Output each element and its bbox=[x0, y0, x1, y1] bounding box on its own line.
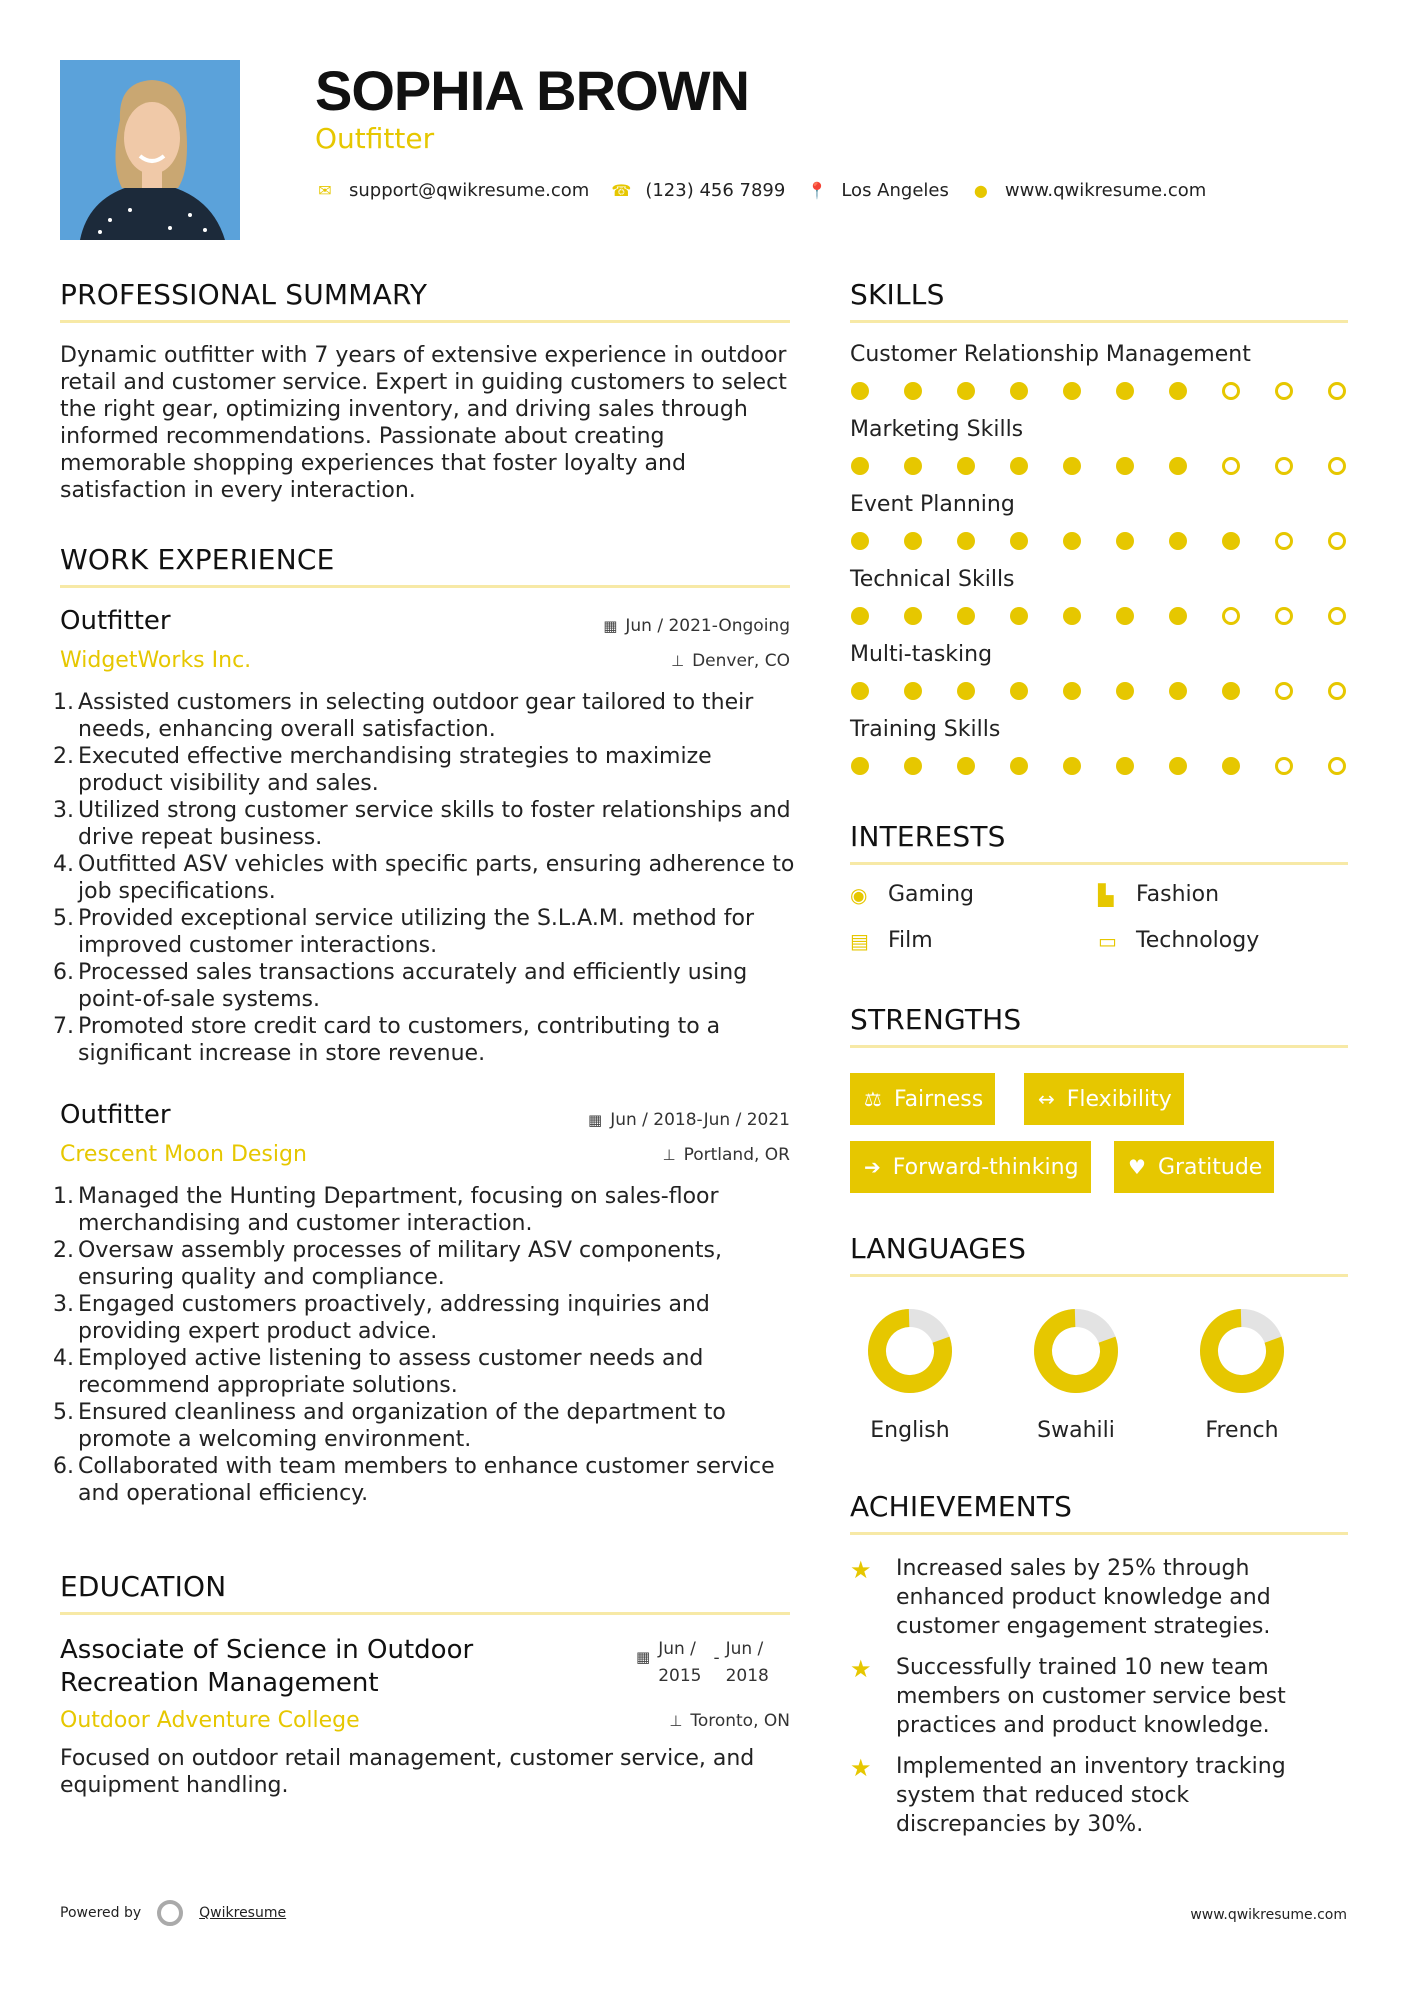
strength-tag bbox=[1114, 1141, 1274, 1193]
interest-label: Technology bbox=[1136, 928, 1260, 953]
list-item: 1. Managed the Hunting Department, focusing on sales-floor merchandising and customer interaction. bbox=[53, 1184, 719, 1236]
summary-heading: PROFESSIONAL SUMMARY bbox=[60, 278, 428, 311]
website-text: www.qwikresume.com bbox=[1004, 180, 1207, 201]
job-dates-text: Jun / 2021-Ongoing bbox=[625, 616, 790, 636]
language-english bbox=[850, 1306, 970, 1443]
skill-dot-filled bbox=[957, 757, 975, 775]
skills-heading: SKILLS bbox=[850, 278, 945, 311]
skill-dot-empty bbox=[1328, 607, 1346, 625]
profile-photo bbox=[60, 60, 240, 240]
language-donut bbox=[865, 1306, 955, 1396]
balance-scale-icon: ⚖ bbox=[864, 1087, 882, 1111]
envelope-icon: ✉ bbox=[318, 181, 332, 200]
experience-divider bbox=[60, 585, 790, 588]
star-icon: ★ bbox=[850, 1754, 872, 1782]
skill-dot-empty bbox=[1328, 682, 1346, 700]
skill-dot-filled bbox=[851, 757, 869, 775]
list-item: 5. Provided exceptional service utilizing the S.L.A.M. method for improved customer interactions. bbox=[53, 906, 754, 958]
language-label: French bbox=[1205, 1418, 1279, 1443]
degree-title bbox=[60, 1634, 473, 1700]
date-separator: - bbox=[713, 1648, 720, 1668]
language-donut bbox=[1197, 1306, 1287, 1396]
skill-dot-filled bbox=[1169, 757, 1187, 775]
education-description: Focused on outdoor retail management, customer service, and equipment handling. bbox=[60, 1746, 755, 1798]
skill-rating bbox=[851, 457, 1351, 477]
qwikresume-logo-icon bbox=[157, 1900, 183, 1926]
strength-tag bbox=[850, 1141, 1091, 1193]
skill-rating bbox=[851, 532, 1351, 552]
skill-rating bbox=[851, 757, 1351, 777]
skill-dot-filled bbox=[1116, 382, 1134, 400]
skill-dot-filled bbox=[1010, 532, 1028, 550]
skill-dot-filled bbox=[957, 607, 975, 625]
language-donut bbox=[1031, 1306, 1121, 1396]
achievements-heading: ACHIEVEMENTS bbox=[850, 1490, 1073, 1523]
skill-dot-filled bbox=[1222, 757, 1240, 775]
language-label: English bbox=[870, 1418, 950, 1443]
phone-text: (123) 456 7899 bbox=[645, 180, 786, 201]
list-item: 2. Oversaw assembly processes of military ASV components, ensuring quality and compliance. bbox=[53, 1238, 722, 1290]
skills-divider bbox=[850, 320, 1348, 323]
skill-dot-filled bbox=[1063, 532, 1081, 550]
list-item: 1. Assisted customers in selecting outdoor gear tailored to their needs, enhancing overall satisfaction. bbox=[53, 690, 754, 742]
phone-icon: ☎ bbox=[611, 181, 632, 200]
contact-bar bbox=[315, 180, 1228, 201]
achievements-divider bbox=[850, 1532, 1348, 1535]
achievement-item bbox=[850, 1752, 1320, 1839]
skill-dot-empty bbox=[1275, 457, 1293, 475]
list-item: 3. Engaged customers proactively, addressing inquiries and providing expert product advice. bbox=[53, 1292, 710, 1344]
calendar-icon: ▦ bbox=[636, 1648, 651, 1666]
skill-dot-filled bbox=[1010, 757, 1028, 775]
skill-dot-empty bbox=[1328, 382, 1346, 400]
arrow-right-icon: ➔ bbox=[864, 1155, 881, 1179]
skill-dot-empty bbox=[1222, 457, 1240, 475]
job-location bbox=[663, 1145, 791, 1165]
job-location bbox=[671, 651, 790, 671]
languages-divider bbox=[850, 1274, 1348, 1277]
skill-dot-filled bbox=[1063, 457, 1081, 475]
star-icon: ★ bbox=[850, 1556, 872, 1584]
skill-dot-empty bbox=[1275, 532, 1293, 550]
skill-dot-filled bbox=[957, 382, 975, 400]
skill-dot-filled bbox=[1222, 682, 1240, 700]
skill-rating bbox=[851, 607, 1351, 627]
star-icon: ★ bbox=[850, 1655, 872, 1683]
job-dates-text: Jun / 2018-Jun / 2021 bbox=[610, 1110, 790, 1130]
skill-dot-filled bbox=[851, 532, 869, 550]
skill-dot-empty bbox=[1275, 382, 1293, 400]
candidate-name: SOPHIA BROWN bbox=[315, 59, 749, 122]
map-marker-icon: 📍 bbox=[807, 181, 828, 200]
skill-dot-empty bbox=[1275, 757, 1293, 775]
languages-heading: LANGUAGES bbox=[850, 1232, 1027, 1265]
job-location-text: Denver, CO bbox=[692, 651, 790, 671]
interest-label: Film bbox=[888, 928, 933, 953]
education-end: Jun / 2018 bbox=[725, 1639, 769, 1686]
interests-divider bbox=[850, 862, 1348, 865]
education-location bbox=[669, 1711, 790, 1731]
skill-dot-filled bbox=[1116, 757, 1134, 775]
list-item: 3. Utilized strong customer service skills to foster relationships and drive repeat business. bbox=[53, 798, 791, 850]
experience-heading: WORK EXPERIENCE bbox=[60, 543, 335, 576]
job-location-text: Portland, OR bbox=[683, 1145, 790, 1165]
skill-dot-filled bbox=[1010, 457, 1028, 475]
laptop-icon: ▭ bbox=[1098, 928, 1117, 953]
skill-dot-filled bbox=[904, 532, 922, 550]
skill-dot-filled bbox=[1010, 607, 1028, 625]
skill-dot-filled bbox=[904, 457, 922, 475]
skill-name: Technical Skills bbox=[850, 567, 1015, 592]
skill-dot-filled bbox=[851, 382, 869, 400]
skill-dot-filled bbox=[1169, 607, 1187, 625]
pin-icon: ⊥ bbox=[671, 652, 685, 670]
strength-label: Flexibility bbox=[1066, 1086, 1172, 1112]
skill-dot-filled bbox=[851, 607, 869, 625]
skill-dot-filled bbox=[1116, 532, 1134, 550]
list-item: 7. Promoted store credit card to customers, contributing to a significant increase in store revenue. bbox=[53, 1014, 721, 1066]
location-text: Los Angeles bbox=[841, 180, 949, 201]
strength-label: Fairness bbox=[893, 1086, 984, 1112]
language-label: Swahili bbox=[1037, 1418, 1115, 1443]
strength-tag bbox=[1024, 1073, 1184, 1125]
skill-dot-filled bbox=[1063, 682, 1081, 700]
gamepad-icon: ◉ bbox=[850, 882, 868, 907]
powered-by-text: Powered by bbox=[60, 1905, 142, 1921]
skill-dot-filled bbox=[904, 682, 922, 700]
skill-dot-filled bbox=[1222, 532, 1240, 550]
brand-link[interactable]: Qwikresume bbox=[199, 1905, 287, 1921]
achievement-text: Implemented an inventory tracking system that reduced stock discrepancies by 30%. bbox=[896, 1754, 1286, 1837]
strength-tag bbox=[850, 1073, 995, 1125]
job-duties-list bbox=[53, 1183, 795, 1507]
language-swahili bbox=[1016, 1306, 1136, 1443]
interest-gaming bbox=[850, 882, 974, 907]
skill-rating bbox=[851, 682, 1351, 702]
degree-line-2: Recreation Management bbox=[60, 1668, 379, 1698]
skill-dot-empty bbox=[1222, 607, 1240, 625]
school-name: Outdoor Adventure College bbox=[60, 1708, 360, 1733]
list-item: 5. Ensured cleanliness and organization of the department to promote a welcoming environment. bbox=[53, 1400, 726, 1452]
strengths-divider bbox=[850, 1045, 1348, 1048]
skill-dot-filled bbox=[1010, 382, 1028, 400]
skill-dot-filled bbox=[1063, 607, 1081, 625]
skill-name: Marketing Skills bbox=[850, 417, 1024, 442]
footer-website[interactable]: www.qwikresume.com bbox=[1190, 1907, 1347, 1923]
contact-location bbox=[807, 180, 949, 201]
skill-dot-filled bbox=[1169, 682, 1187, 700]
skill-dot-filled bbox=[957, 682, 975, 700]
education-location-text: Toronto, ON bbox=[690, 1711, 790, 1731]
calendar-icon: ▦ bbox=[603, 617, 618, 635]
arrows-horizontal-icon: ↔ bbox=[1038, 1087, 1055, 1111]
achievement-text: Successfully trained 10 new team members on customer service best practices and product knowledge. bbox=[896, 1655, 1286, 1738]
skill-dot-filled bbox=[851, 457, 869, 475]
summary-divider bbox=[60, 320, 790, 323]
education-divider bbox=[60, 1612, 790, 1615]
interests-heading: INTERESTS bbox=[850, 820, 1006, 853]
skill-name: Multi-tasking bbox=[850, 642, 993, 667]
achievement-text: Increased sales by 25% through enhanced product knowledge and customer engagement strategies. bbox=[896, 1556, 1271, 1639]
skill-dot-filled bbox=[1169, 457, 1187, 475]
skill-dot-filled bbox=[1169, 532, 1187, 550]
interest-film bbox=[850, 928, 933, 953]
heart-icon: ♥ bbox=[1128, 1155, 1146, 1179]
interest-fashion bbox=[1098, 882, 1219, 907]
skill-dot-empty bbox=[1222, 382, 1240, 400]
skill-dot-filled bbox=[851, 682, 869, 700]
achievement-item bbox=[850, 1554, 1320, 1641]
skill-dot-empty bbox=[1328, 757, 1346, 775]
calendar-icon: ▦ bbox=[588, 1111, 603, 1129]
skill-dot-filled bbox=[1116, 682, 1134, 700]
skill-dot-filled bbox=[1169, 382, 1187, 400]
achievement-item bbox=[850, 1653, 1320, 1740]
skill-dot-filled bbox=[1063, 382, 1081, 400]
list-item: 4. Outfitted ASV vehicles with specific parts, ensuring adherence to job specifications. bbox=[53, 852, 795, 904]
language-french bbox=[1182, 1306, 1302, 1443]
contact-email[interactable] bbox=[315, 180, 589, 201]
skill-name: Event Planning bbox=[850, 492, 1015, 517]
skill-dot-empty bbox=[1275, 682, 1293, 700]
skill-dot-filled bbox=[1063, 757, 1081, 775]
globe-icon: ● bbox=[973, 181, 988, 200]
summary-text: Dynamic outfitter with 7 years of extensive experience in outdoor retail and customer service. Expert in guiding customers to select the right gear, optimizing inventory, and driving sales through informed recommendations. Passionate about creating memorable shopping experiences that foster loyalty and satisfaction in every interaction. bbox=[60, 343, 787, 503]
interest-technology bbox=[1098, 928, 1259, 953]
education-dates bbox=[636, 1636, 769, 1690]
strengths-heading: STRENGTHS bbox=[850, 1003, 1022, 1036]
footer-powered-by bbox=[60, 1900, 286, 1926]
skill-dot-filled bbox=[1116, 457, 1134, 475]
job-title: Outfitter bbox=[60, 606, 171, 636]
pin-icon: ⊥ bbox=[669, 1712, 683, 1730]
pin-icon: ⊥ bbox=[662, 1146, 676, 1164]
skill-dot-filled bbox=[957, 457, 975, 475]
skill-dot-filled bbox=[904, 757, 922, 775]
education-start: Jun / 2015 bbox=[658, 1639, 702, 1686]
skill-dot-filled bbox=[1116, 607, 1134, 625]
email-text: support@qwikresume.com bbox=[349, 180, 590, 201]
job-title: Outfitter bbox=[60, 1100, 171, 1130]
skill-name: Customer Relationship Management bbox=[850, 342, 1251, 367]
film-icon: ▤ bbox=[850, 928, 869, 953]
shopping-bag-icon: ▙ bbox=[1098, 882, 1114, 907]
job-company: Crescent Moon Design bbox=[60, 1142, 307, 1167]
candidate-title: Outfitter bbox=[315, 122, 435, 155]
contact-phone[interactable] bbox=[611, 180, 785, 201]
job-duties-list bbox=[53, 689, 795, 1067]
skill-name: Training Skills bbox=[850, 717, 1001, 742]
skill-dot-empty bbox=[1328, 457, 1346, 475]
contact-website[interactable] bbox=[971, 180, 1206, 201]
education-heading: EDUCATION bbox=[60, 1570, 227, 1603]
list-item: 6. Collaborated with team members to enhance customer service and operational efficiency. bbox=[53, 1454, 775, 1506]
list-item: 4. Employed active listening to assess customer needs and recommend appropriate solutions. bbox=[53, 1346, 704, 1398]
interest-label: Gaming bbox=[888, 882, 974, 907]
strength-label: Gratitude bbox=[1157, 1154, 1263, 1180]
skill-rating bbox=[851, 382, 1351, 402]
interest-label: Fashion bbox=[1136, 882, 1220, 907]
skill-dot-empty bbox=[1275, 607, 1293, 625]
skill-dot-empty bbox=[1328, 532, 1346, 550]
list-item: 6. Processed sales transactions accurately and efficiently using point-of-sale systems. bbox=[53, 960, 748, 1012]
job-dates bbox=[603, 616, 790, 636]
strength-label: Forward-thinking bbox=[892, 1154, 1079, 1180]
degree-line-1: Associate of Science in Outdoor bbox=[60, 1635, 474, 1665]
skill-dot-filled bbox=[904, 607, 922, 625]
job-dates bbox=[588, 1110, 790, 1130]
skill-dot-filled bbox=[904, 382, 922, 400]
list-item: 2. Executed effective merchandising strategies to maximize product visibility and sales. bbox=[53, 744, 712, 796]
skill-dot-filled bbox=[957, 532, 975, 550]
job-company: WidgetWorks Inc. bbox=[60, 648, 252, 673]
skill-dot-filled bbox=[1010, 682, 1028, 700]
